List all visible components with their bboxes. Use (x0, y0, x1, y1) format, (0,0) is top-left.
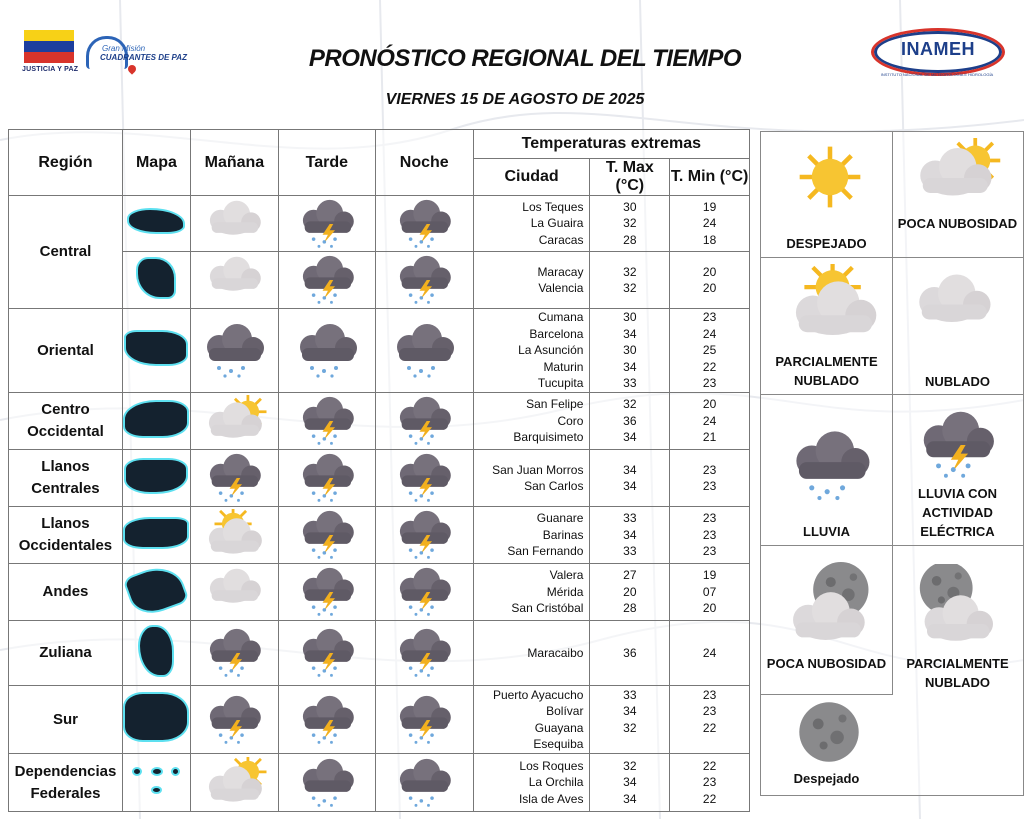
agency-name: INAMEH (901, 39, 975, 59)
tmin-cell: 20 24 21 (670, 393, 750, 450)
table-row (9, 393, 750, 450)
cities-cell: Maracaibo (473, 621, 590, 686)
manana-partly-cloudy-icon (190, 393, 278, 450)
tmin-cell: 23 24 25 22 23 (670, 309, 750, 393)
tmax-cell: 32 36 34 (590, 393, 670, 450)
noche-storm-icon (375, 252, 473, 309)
noche-storm-icon (375, 196, 473, 252)
sun-icon (795, 140, 865, 214)
header (0, 0, 1024, 125)
table-row (9, 309, 750, 393)
cities-cell: San Juan Morros San Carlos (473, 450, 590, 507)
legend-lluvia: LLUVIA (803, 524, 850, 539)
noche-storm-icon (375, 393, 473, 450)
legend-lluvia-electrica: LLUVIA CON ACTIVIDAD ELÉCTRICA (918, 486, 997, 539)
map-oriental (122, 309, 190, 393)
tmax-cell: 32 32 (590, 252, 670, 309)
tmin-cell: 19 07 20 (670, 564, 750, 621)
manana-cloud-icon (190, 196, 278, 252)
noche-rain-icon (375, 754, 473, 812)
moon-icon (797, 700, 861, 764)
tmin-cell: 19 24 18 (670, 196, 750, 252)
col-header-noche: Noche (375, 130, 473, 196)
map-dependencias-federales (122, 754, 190, 812)
noche-rain-icon (375, 309, 473, 393)
tarde-rain-icon (278, 754, 375, 812)
page-date: VIERNES 15 DE AGOSTO DE 2025 (385, 91, 645, 108)
tmax-cell: 36 (590, 621, 670, 686)
venezuela-flag (24, 30, 74, 64)
tmin-cell: 20 20 (670, 252, 750, 309)
tarde-storm-icon (278, 196, 375, 252)
legend-nublado: NUBLADO (925, 374, 990, 389)
map-zuliana (122, 621, 190, 686)
mision-big-text: CUADRANTES DE PAZ (100, 53, 187, 62)
partly-cloudy-icon (779, 264, 889, 344)
cloud-icon (903, 272, 1003, 342)
cities-cell: San Felipe Coro Barquisimeto (473, 393, 590, 450)
tarde-storm-icon (278, 621, 375, 686)
col-header-tmin: T. Min (°C) (670, 159, 750, 196)
legend-parcialmente-nublado: PARCIALMENTE NUBLADO (775, 354, 878, 388)
forecast-table (8, 129, 750, 812)
noche-storm-icon (375, 621, 473, 686)
map-llanos-occidentales (122, 507, 190, 564)
tarde-storm-icon (278, 393, 375, 450)
region-name: Centro Occidental (9, 393, 123, 450)
col-header-tarde: Tarde (278, 130, 375, 196)
map-centro-occidental (122, 393, 190, 450)
map-central-1 (122, 196, 190, 252)
moon-partly-cloudy-icon (907, 564, 1007, 648)
noche-storm-icon (375, 686, 473, 754)
region-name: Llanos Centrales (9, 450, 123, 507)
manana-storm-icon (190, 621, 278, 686)
pin-icon (126, 63, 137, 74)
table-row (9, 754, 750, 812)
cities-cell: Los Roques La Orchila Isla de Aves (473, 754, 590, 812)
manana-rain-icon (190, 309, 278, 393)
tmax-cell: 34 34 (590, 450, 670, 507)
noche-storm-icon (375, 450, 473, 507)
manana-cloud-icon (190, 564, 278, 621)
region-name: Dependencias Federales (9, 754, 123, 812)
tmin-cell: 24 (670, 621, 750, 686)
inameh-logo (871, 28, 1005, 76)
manana-partly-cloudy-icon (190, 754, 278, 812)
tmax-cell: 33 34 32 (590, 686, 670, 754)
storm-cloud-icon (909, 408, 1005, 482)
tmin-cell: 22 23 22 (670, 754, 750, 812)
col-header-region: Región (9, 130, 123, 196)
map-llanos-centrales (122, 450, 190, 507)
col-header-mapa: Mapa (122, 130, 190, 196)
table-row (9, 196, 750, 252)
legend-noche-parcialmente-nublado: PARCIALMENTE NUBLADO (906, 656, 1009, 690)
tarde-storm-icon (278, 450, 375, 507)
region-name: Andes (9, 564, 123, 621)
tmax-cell: 33 34 33 (590, 507, 670, 564)
rain-cloud-icon (781, 428, 881, 504)
moon-cloud-icon (777, 562, 877, 650)
region-name: Zuliana (9, 621, 123, 686)
noche-storm-icon (375, 507, 473, 564)
sun-cloud-icon (905, 138, 1003, 208)
cities-cell: Puerto Ayacucho Bolívar Guayana Esequiba (473, 686, 590, 754)
map-central-2 (122, 252, 190, 309)
manana-storm-icon (190, 686, 278, 754)
cities-cell: Maracay Valencia (473, 252, 590, 309)
region-name: Llanos Occidentales (9, 507, 123, 564)
tmin-cell: 23 23 22 (670, 686, 750, 754)
mision-small-text: Gran Misión (102, 44, 146, 53)
table-row (9, 686, 750, 754)
legend-panel (760, 131, 1024, 796)
tarde-storm-icon (278, 507, 375, 564)
table-row (9, 621, 750, 686)
manana-partly-cloudy-icon (190, 507, 278, 564)
tarde-storm-icon (278, 686, 375, 754)
tarde-storm-icon (278, 564, 375, 621)
cities-cell: Guanare Barinas San Fernando (473, 507, 590, 564)
region-name: Central (9, 196, 123, 309)
mision-logo (86, 32, 196, 72)
tmin-cell: 23 23 (670, 450, 750, 507)
tmin-cell: 23 23 23 (670, 507, 750, 564)
agency-subtitle: INSTITUTO NACIONAL DE METEOROLOGÍA E HIDROLOGÍA (880, 72, 994, 77)
manana-cloud-icon (190, 252, 278, 309)
cities-cell: Valera Mérida San Cristóbal (473, 564, 590, 621)
col-header-temperaturas: Temperaturas extremas (473, 130, 749, 159)
col-header-manana: Mañana (190, 130, 278, 196)
cities-cell: Cumana Barcelona La Asunción Maturin Tucupita (473, 309, 590, 393)
col-header-ciudad: Ciudad (473, 159, 590, 196)
tarde-storm-icon (278, 252, 375, 309)
manana-storm-icon (190, 450, 278, 507)
table-row (9, 450, 750, 507)
page-title: PRONÓSTICO REGIONAL DEL TIEMPO (308, 45, 742, 72)
tmax-cell: 27 20 28 (590, 564, 670, 621)
map-andes (122, 564, 190, 621)
legend-despejado: DESPEJADO (786, 236, 867, 251)
legend-noche-poca-nubosidad: POCA NUBOSIDAD (766, 656, 887, 671)
legend-noche-despejado: Despejado (793, 771, 860, 786)
map-sur (122, 686, 190, 754)
cities-cell: Los Teques La Guaira Caracas (473, 196, 590, 252)
tmax-cell: 30 34 30 34 33 (590, 309, 670, 393)
table-row (9, 564, 750, 621)
flag-label: JUSTICIA Y PAZ (22, 66, 79, 73)
region-name: Sur (9, 686, 123, 754)
noche-storm-icon (375, 564, 473, 621)
tmax-cell: 32 34 34 (590, 754, 670, 812)
region-name: Oriental (9, 309, 123, 393)
tarde-rain-icon (278, 309, 375, 393)
col-header-tmax: T. Max (°C) (590, 159, 670, 196)
table-row (9, 507, 750, 564)
legend-poca-nubosidad: POCA NUBOSIDAD (897, 216, 1018, 231)
tmax-cell: 30 32 28 (590, 196, 670, 252)
